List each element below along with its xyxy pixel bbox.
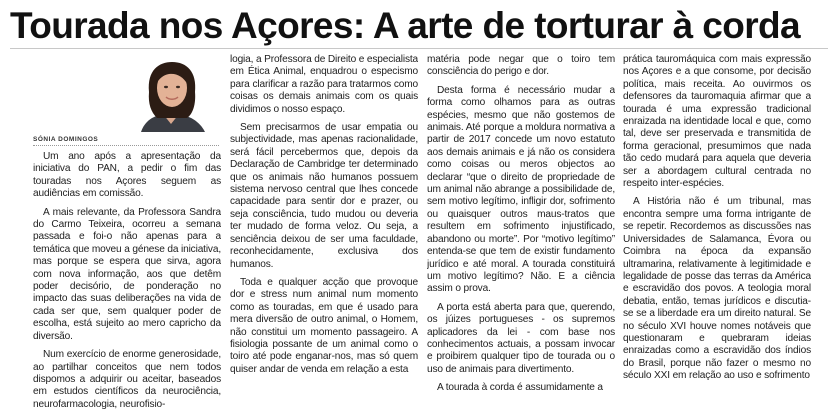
paragraph: Sem precisarmos de usar empatia ou subjectividade, mas apenas racionalidade, será fácil percebermos que, depois da Declaração de Cambridge ter determinado que os animais não humanos possuem sistema nervoso central que lhes concede capacidade para sentir dor e prazer, ou seja consciência, tudo mudou ou deveria ter mudado de forma veloz. Ou seja, a senciência deixou de ser uma faculdade, reconhecidamente, exclusiva dos humanos. xyxy=(230,122,418,270)
text-column-4 xyxy=(623,54,811,411)
paragraph: Desta forma é necessário mudar a forma como olhamos para as outras espécies, mesmo que não gostemos de animais. Até porque a moldura normativa a partir de 2017 concede um novo estatuto aos demais animais e já não os considera como coisas ou meros objectos ao declarar “que o direito de propriedade de um animal não abrange a possibilidade de, sem motivo legítimo, infligir dor, sofrimento ou quaisquer outros maus-tratos que resultem em sofrimento injustificado, abandono ou morte”. Por “motivo legítimo” entenda-se que tem de existir fundamento jurídico e até moral. A tourada constituirá um motivo legítimo? Não. E a ciência assim o prova. xyxy=(427,84,615,295)
paragraph: Num exercício de enorme generosidade, ao partilhar conceitos que nem todos dispomos a adquirir ou aceitar, baseados em estudos científicos da neurociência, neurofarmacologia, neurofisio- xyxy=(33,349,221,410)
paragraph: Toda e qualquer acção que provoque dor e stress num animal num momento como as touradas, em que é usado para mera diversão de outro animal, o Homem, não constitui um momento passageiro. A fisiologia possante de um animal como o toiro até pode enganar-nos, mas só quem quiser andar de venda em relação a esta xyxy=(230,276,418,375)
paragraph: prática tauromáquica com mais expressão nos Açores e a que consome, por decisão política, mais receita. Ao ouvirmos os defensores da tauromaquia afirmar que a tourada é uma expressão tradicional enraizada na identidade local e que, como tal, deve ser preservada e transmitida de forma geracional, presumimos que nada tão cedo mudará para aquela que deveria ser a abordagem cultural centrada no respeito inter-espécies. xyxy=(623,54,811,190)
text-column-3 xyxy=(427,54,615,411)
paragraph: A História não é um tribunal, mas encontra sempre uma forma intrigante de se repetir. Recordemos as discussões nas Universidades de Salamanca, Évora ou Coimbra na época da expansão ultramarina, relativamente à legitimidade e legalidade de posse das terras da América e escravidão dos povos. A teologia moral debatia, então, temas jurídicos e discutia-se se a liberdade era um direito natural. Se no século XVI houve nomes notáveis que questionaram e quebraram ideias enraizadas como a escravidão dos índios do Brasil, porque não fazer o mesmo no século XXI em relação ao uso e sofrimento xyxy=(623,196,811,382)
text-column-2 xyxy=(230,54,418,411)
paragraph: A tourada à corda é assumidamente a xyxy=(437,382,603,394)
paragraph: logia, a Professora de Direito e especialista em Ética Animal, enquadrou o especismo para clarificar a razão para tratarmos como coisas os demais animais com os quais dividimos o nosso espaço. xyxy=(230,54,418,115)
text-column-1 xyxy=(33,151,221,411)
paragraph: A mais relevante, da Professora Sandra do Carmo Teixeira, ocorreu a semana passada e foi-o não apenas para a temática que moveu a génese da iniciativa, mas porque se espera que sirva, agora com nova informação, aos que detêm poder decisório, de ponderação no impacto das suas deliberações na vida de cada ser que, sem qualquer poder de escolha, está sujeito ao mero capricho da diversão. xyxy=(33,206,221,342)
author-byline: SÓNIA DOMINGOS xyxy=(33,136,219,146)
headline-divider xyxy=(10,48,828,49)
author-photo xyxy=(33,58,219,132)
paragraph: A porta está aberta para que, querendo, os júizes portugueses - os supremos aplicadores da lei - com base nos conhecimentos actuais, a possam invocar e proibirem qualquer tipo de tourada ou o uso de animais para divertimento. xyxy=(427,301,615,375)
paragraph: matéria pode negar que o toiro tem consciência do perigo e dor. xyxy=(427,54,615,78)
article-headline: Tourada nos Açores: A arte de torturar à corda xyxy=(10,5,801,46)
author-portrait-image xyxy=(33,58,219,132)
paragraph: Um ano após a apresentação da iniciativa do PAN, a pedir o fim das touradas nos Açores seguem as audiências em comissão. xyxy=(33,151,221,200)
